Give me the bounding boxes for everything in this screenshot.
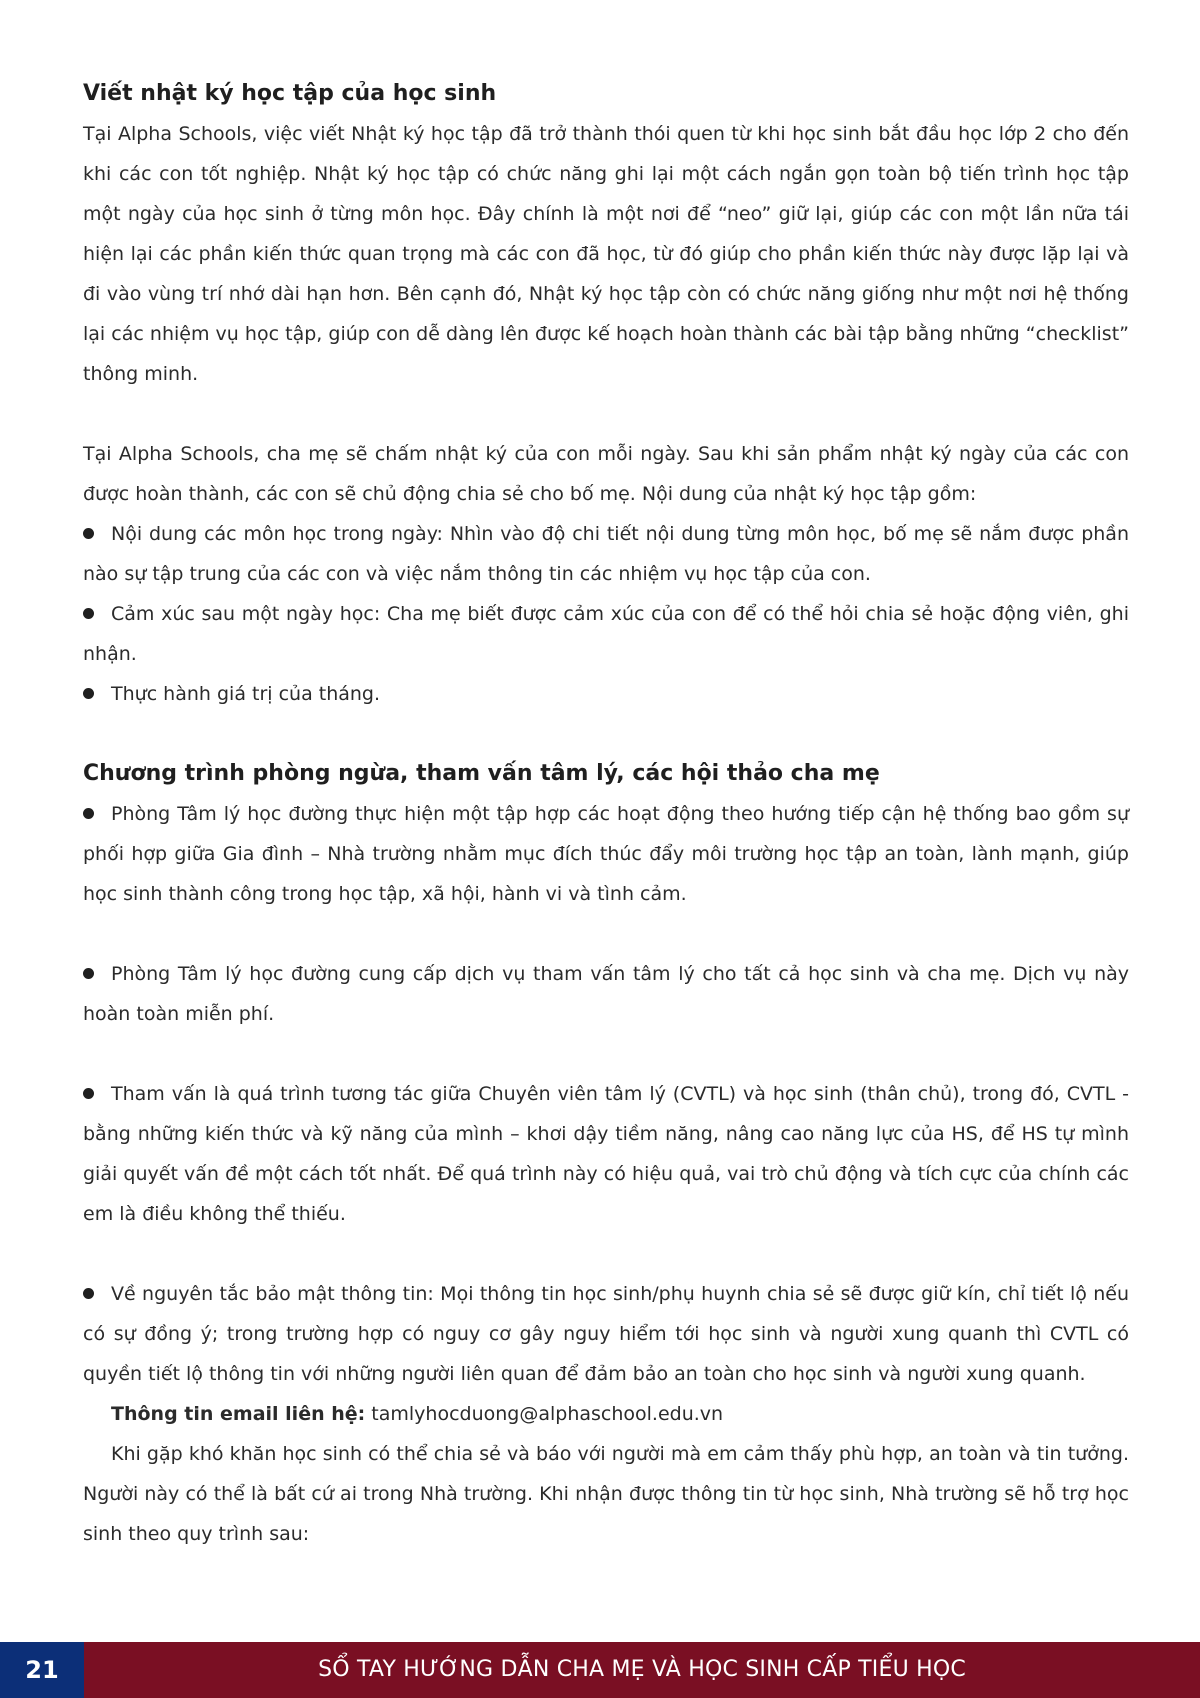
paragraph-journal-intro: Tại Alpha Schools, việc viết Nhật ký học tập đã trở thành thói quen từ khi học sinh bắt đầu học lớp 2 cho đến khi các con tốt nghiệp. Nhật ký học tập có chức năng ghi lại một cách ngắn gọn toàn bộ tiến trình học tập một ngày của học sinh ở từng môn học. Đây chính là một nơi để “neo” giữ lại, giúp các con một lần nữa tái hiện lại các phần kiến thức quan trọng mà các con đã học, từ đó giúp cho phần kiến thức này được lặp lại và đi vào vùng trí nhớ dài hạn hơn. Bên cạnh đó, Nhật ký học tập còn có chức năng giống như một nơi hệ thống lại các nhiệm vụ học tập, giúp con dễ dàng lên được kế hoạch hoàn thành các bài tập bằng những “checklist” thông minh.: [83, 123, 1129, 385]
spacer: [83, 1034, 1129, 1074]
section-heading-learning-journal: Viết nhật ký học tập của học sinh: [83, 81, 497, 106]
bullet-item: [83, 594, 1129, 674]
contact-line: [83, 1394, 1129, 1434]
bullet-item: [83, 674, 1129, 714]
bullet-dot-icon: [83, 608, 94, 619]
contact-label: Thông tin email liên hệ:: [111, 1403, 366, 1425]
bullet-dot-icon: [83, 968, 94, 979]
bullet-dot-icon: [83, 688, 94, 699]
document-body: [83, 74, 1129, 1554]
spacer: [83, 914, 1129, 954]
section-heading-counseling: Chương trình phòng ngừa, tham vấn tâm lý, các hội thảo cha mẹ: [83, 761, 880, 786]
bullet-item: [83, 514, 1129, 594]
contact-email[interactable]: tamlyhocduong@alphaschool.edu.vn: [371, 1403, 724, 1425]
bullet-text: Thực hành giá trị của tháng.: [111, 683, 381, 705]
page-number: 21: [0, 1642, 84, 1698]
bullet-dot-icon: [83, 1288, 94, 1299]
spacer: [83, 1234, 1129, 1274]
bullet-text: Tham vấn là quá trình tương tác giữa Chuyên viên tâm lý (CVTL) và học sinh (thân chủ), trong đó, CVTL - bằng những kiến thức và kỹ năng của mình – khơi dậy tiềm năng, nâng cao năng lực của HS, để HS tự mình giải quyết vấn đề một cách tốt nhất. Để quá trình này có hiệu quả, vai trò chủ động và tích cực của chính các em là điều không thể thiếu.: [83, 1083, 1129, 1225]
bullet-item: [83, 794, 1129, 914]
bullet-text: Phòng Tâm lý học đường thực hiện một tập hợp các hoạt động theo hướng tiếp cận hệ thống bao gồm sự phối hợp giữa Gia đình – Nhà trường nhằm mục đích thúc đẩy môi trường học tập an toàn, lành mạnh, giúp học sinh thành công trong học tập, xã hội, hành vi và tình cảm.: [83, 803, 1129, 905]
paragraph-closing: Khi gặp khó khăn học sinh có thể chia sẻ và báo với người mà em cảm thấy phù hợp, an toàn và tin tưởng. Người này có thể là bất cứ ai trong Nhà trường. Khi nhận được thông tin từ học sinh, Nhà trường sẽ hỗ trợ học sinh theo quy trình sau:: [83, 1443, 1129, 1545]
footer-bar: [0, 1642, 1200, 1698]
bullet-text: Phòng Tâm lý học đường cung cấp dịch vụ tham vấn tâm lý cho tất cả học sinh và cha mẹ. Dịch vụ này hoàn toàn miễn phí.: [83, 963, 1129, 1025]
spacer: [83, 394, 1129, 434]
bullet-dot-icon: [83, 528, 94, 539]
bullet-dot-icon: [83, 1088, 94, 1099]
bullet-item: [83, 1274, 1129, 1394]
bullet-item: [83, 1074, 1129, 1234]
bullet-item: [83, 954, 1129, 1034]
bullet-text: Về nguyên tắc bảo mật thông tin: Mọi thông tin học sinh/phụ huynh chia sẻ sẽ được giữ kín, chỉ tiết lộ nếu có sự đồng ý; trong trường hợp có nguy cơ gây nguy hiểm tới học sinh và người xung quanh thì CVTL có quyền tiết lộ thông tin với những người liên quan để đảm bảo an toàn cho học sinh và người xung quanh.: [83, 1283, 1129, 1385]
spacer: [83, 714, 1129, 754]
bullet-text: Cảm xúc sau một ngày học: Cha mẹ biết được cảm xúc của con để có thể hỏi chia sẻ hoặc động viên, ghi nhận.: [83, 603, 1129, 665]
bullet-text: Nội dung các môn học trong ngày: Nhìn vào độ chi tiết nội dung từng môn học, bố mẹ sẽ nắm được phần nào sự tập trung của các con và việc nắm thông tin các nhiệm vụ học tập của con.: [83, 523, 1129, 585]
bullet-dot-icon: [83, 808, 94, 819]
paragraph-journal-parents: Tại Alpha Schools, cha mẹ sẽ chấm nhật ký của con mỗi ngày. Sau khi sản phẩm nhật ký ngày của các con được hoàn thành, các con sẽ chủ động chia sẻ cho bố mẹ. Nội dung của nhật ký học tập gồm:: [83, 443, 1129, 505]
footer-title: SỔ TAY HƯỚNG DẪN CHA MẸ VÀ HỌC SINH CẤP TIỂU HỌC: [318, 1657, 966, 1682]
